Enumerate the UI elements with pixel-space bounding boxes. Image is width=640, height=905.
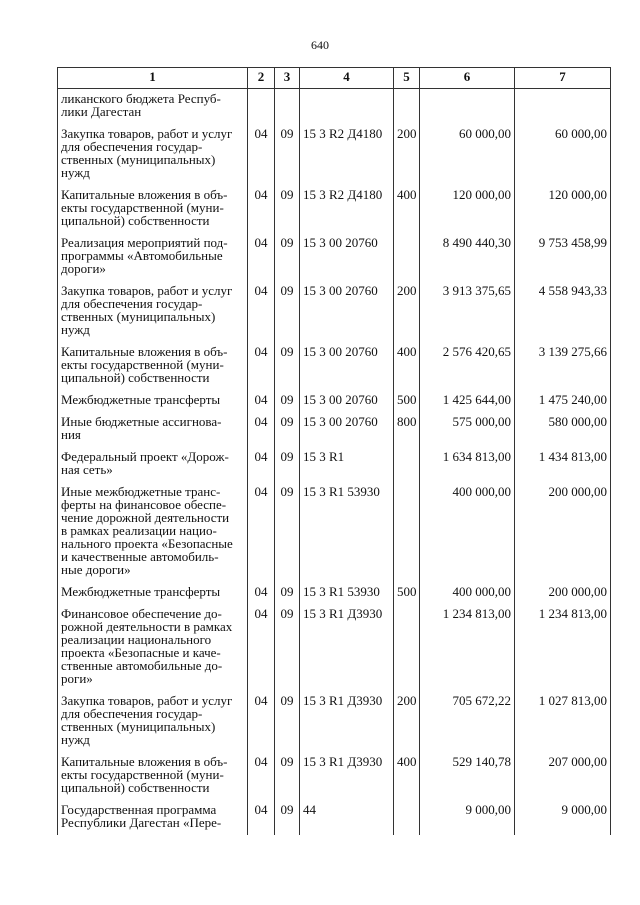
- expense-type-cell: 200: [394, 124, 420, 185]
- target-article-cell: 15 3 00 20760: [300, 412, 394, 447]
- subsection-code-cell: 09: [275, 752, 300, 800]
- column-header: 5: [394, 68, 420, 89]
- table-row: [58, 124, 611, 185]
- section-code-cell: 04: [248, 233, 275, 281]
- amount-year2-cell: 60 000,00: [515, 124, 611, 185]
- subsection-code-cell: 09: [275, 124, 300, 185]
- subsection-code-cell: 09: [275, 604, 300, 691]
- expense-type-cell: 200: [394, 281, 420, 342]
- target-article-cell: 15 3 R1 Д3930: [300, 752, 394, 800]
- target-article-cell: 15 3 R2 Д4180: [300, 185, 394, 233]
- subsection-code-cell: 09: [275, 185, 300, 233]
- target-article-cell: 15 3 00 20760: [300, 281, 394, 342]
- section-code-cell: 04: [248, 691, 275, 752]
- table-row: [58, 412, 611, 447]
- amount-year2-cell: 1 027 813,00: [515, 691, 611, 752]
- row-name-cell: ликанского бюджета Респуб- лики Дагестан: [58, 89, 248, 125]
- target-article-cell: 15 3 R1 Д3930: [300, 604, 394, 691]
- expense-type-cell: [394, 604, 420, 691]
- expense-type-cell: 500: [394, 390, 420, 412]
- column-header: 7: [515, 68, 611, 89]
- target-article-cell: 15 3 R1 53930: [300, 482, 394, 582]
- expense-type-cell: [394, 89, 420, 125]
- target-article-cell: 15 3 R1 53930: [300, 582, 394, 604]
- subsection-code-cell: 09: [275, 342, 300, 390]
- amount-year2-cell: 200 000,00: [515, 482, 611, 582]
- section-code-cell: 04: [248, 281, 275, 342]
- target-article-cell: [300, 89, 394, 125]
- section-code-cell: 04: [248, 447, 275, 482]
- section-code-cell: 04: [248, 390, 275, 412]
- expense-type-cell: 400: [394, 342, 420, 390]
- amount-year2-cell: 1 434 813,00: [515, 447, 611, 482]
- row-name-cell: Капитальные вложения в объ- екты государственной (муни- ципальной) собственности: [58, 185, 248, 233]
- section-code-cell: 04: [248, 800, 275, 835]
- table-row: [58, 390, 611, 412]
- table-row: [58, 800, 611, 835]
- row-name-cell: Капитальные вложения в объ- екты государственной (муни- ципальной) собственности: [58, 342, 248, 390]
- table-row: [58, 604, 611, 691]
- subsection-code-cell: 09: [275, 390, 300, 412]
- amount-year2-cell: 200 000,00: [515, 582, 611, 604]
- amount-year1-cell: 1 234 813,00: [420, 604, 515, 691]
- section-code-cell: 04: [248, 124, 275, 185]
- section-code-cell: 04: [248, 752, 275, 800]
- row-name-cell: Закупка товаров, работ и услуг для обеспечения государ- ственных (муниципальных) нужд: [58, 124, 248, 185]
- section-code-cell: [248, 89, 275, 125]
- subsection-code-cell: 09: [275, 412, 300, 447]
- expense-type-cell: [394, 482, 420, 582]
- amount-year1-cell: 1 634 813,00: [420, 447, 515, 482]
- section-code-cell: 04: [248, 412, 275, 447]
- section-code-cell: 04: [248, 604, 275, 691]
- subsection-code-cell: [275, 89, 300, 125]
- row-name-cell: Финансовое обеспечение до- рожной деятельности в рамках реализации национального проекта «Безопасные и каче- ственные автомобильные до- роги»: [58, 604, 248, 691]
- expense-type-cell: [394, 800, 420, 835]
- table-row: [58, 233, 611, 281]
- amount-year1-cell: 705 672,22: [420, 691, 515, 752]
- row-name-cell: Государственная программа Республики Дагестан «Пере-: [58, 800, 248, 835]
- amount-year1-cell: 120 000,00: [420, 185, 515, 233]
- amount-year2-cell: 580 000,00: [515, 412, 611, 447]
- section-code-cell: 04: [248, 185, 275, 233]
- section-code-cell: 04: [248, 482, 275, 582]
- target-article-cell: 15 3 R2 Д4180: [300, 124, 394, 185]
- column-header: 1: [58, 68, 248, 89]
- row-name-cell: Закупка товаров, работ и услуг для обеспечения государ- ственных (муниципальных) нужд: [58, 281, 248, 342]
- table-row: [58, 691, 611, 752]
- budget-table: [57, 67, 611, 835]
- table-row: [58, 185, 611, 233]
- row-name-cell: Федеральный проект «Дорож- ная сеть»: [58, 447, 248, 482]
- row-name-cell: Закупка товаров, работ и услуг для обеспечения государ- ственных (муниципальных) нужд: [58, 691, 248, 752]
- amount-year2-cell: 9 753 458,99: [515, 233, 611, 281]
- section-code-cell: 04: [248, 342, 275, 390]
- amount-year1-cell: 3 913 375,65: [420, 281, 515, 342]
- table-row: [58, 447, 611, 482]
- target-article-cell: 15 3 00 20760: [300, 390, 394, 412]
- amount-year1-cell: 400 000,00: [420, 582, 515, 604]
- amount-year2-cell: 207 000,00: [515, 752, 611, 800]
- amount-year2-cell: 9 000,00: [515, 800, 611, 835]
- subsection-code-cell: 09: [275, 691, 300, 752]
- table-header-row: [58, 68, 611, 89]
- table-row: [58, 342, 611, 390]
- target-article-cell: 44: [300, 800, 394, 835]
- table-row: [58, 582, 611, 604]
- row-name-cell: Капитальные вложения в объ- екты государственной (муни- ципальной) собственности: [58, 752, 248, 800]
- target-article-cell: 15 3 R1 Д3930: [300, 691, 394, 752]
- target-article-cell: 15 3 00 20760: [300, 233, 394, 281]
- amount-year2-cell: 3 139 275,66: [515, 342, 611, 390]
- amount-year1-cell: 8 490 440,30: [420, 233, 515, 281]
- amount-year1-cell: 2 576 420,65: [420, 342, 515, 390]
- subsection-code-cell: 09: [275, 482, 300, 582]
- table-row: [58, 482, 611, 582]
- row-name-cell: Иные межбюджетные транс- ферты на финансовое обеспе- чение дорожной деятельности в рамках реализации нацио- нального проекта «Безопасные и качественные автомобиль- ные дороги»: [58, 482, 248, 582]
- subsection-code-cell: 09: [275, 233, 300, 281]
- amount-year1-cell: 1 425 644,00: [420, 390, 515, 412]
- expense-type-cell: [394, 447, 420, 482]
- column-header: 4: [300, 68, 394, 89]
- amount-year1-cell: 575 000,00: [420, 412, 515, 447]
- expense-type-cell: 400: [394, 185, 420, 233]
- subsection-code-cell: 09: [275, 447, 300, 482]
- subsection-code-cell: 09: [275, 800, 300, 835]
- amount-year2-cell: 4 558 943,33: [515, 281, 611, 342]
- expense-type-cell: [394, 233, 420, 281]
- amount-year1-cell: 9 000,00: [420, 800, 515, 835]
- target-article-cell: 15 3 R1: [300, 447, 394, 482]
- column-header: 3: [275, 68, 300, 89]
- amount-year2-cell: [515, 89, 611, 125]
- table-row: [58, 89, 611, 125]
- amount-year1-cell: [420, 89, 515, 125]
- amount-year1-cell: 529 140,78: [420, 752, 515, 800]
- column-header: 6: [420, 68, 515, 89]
- amount-year2-cell: 1 234 813,00: [515, 604, 611, 691]
- expense-type-cell: 200: [394, 691, 420, 752]
- expense-type-cell: 500: [394, 582, 420, 604]
- amount-year1-cell: 400 000,00: [420, 482, 515, 582]
- subsection-code-cell: 09: [275, 281, 300, 342]
- subsection-code-cell: 09: [275, 582, 300, 604]
- amount-year2-cell: 1 475 240,00: [515, 390, 611, 412]
- row-name-cell: Межбюджетные трансферты: [58, 582, 248, 604]
- row-name-cell: Иные бюджетные ассигнова- ния: [58, 412, 248, 447]
- expense-type-cell: 400: [394, 752, 420, 800]
- target-article-cell: 15 3 00 20760: [300, 342, 394, 390]
- table-row: [58, 752, 611, 800]
- amount-year1-cell: 60 000,00: [420, 124, 515, 185]
- amount-year2-cell: 120 000,00: [515, 185, 611, 233]
- row-name-cell: Реализация мероприятий под- программы «Автомобильные дороги»: [58, 233, 248, 281]
- table-row: [58, 281, 611, 342]
- row-name-cell: Межбюджетные трансферты: [58, 390, 248, 412]
- column-header: 2: [248, 68, 275, 89]
- section-code-cell: 04: [248, 582, 275, 604]
- page-number: 640: [311, 38, 329, 52]
- expense-type-cell: 800: [394, 412, 420, 447]
